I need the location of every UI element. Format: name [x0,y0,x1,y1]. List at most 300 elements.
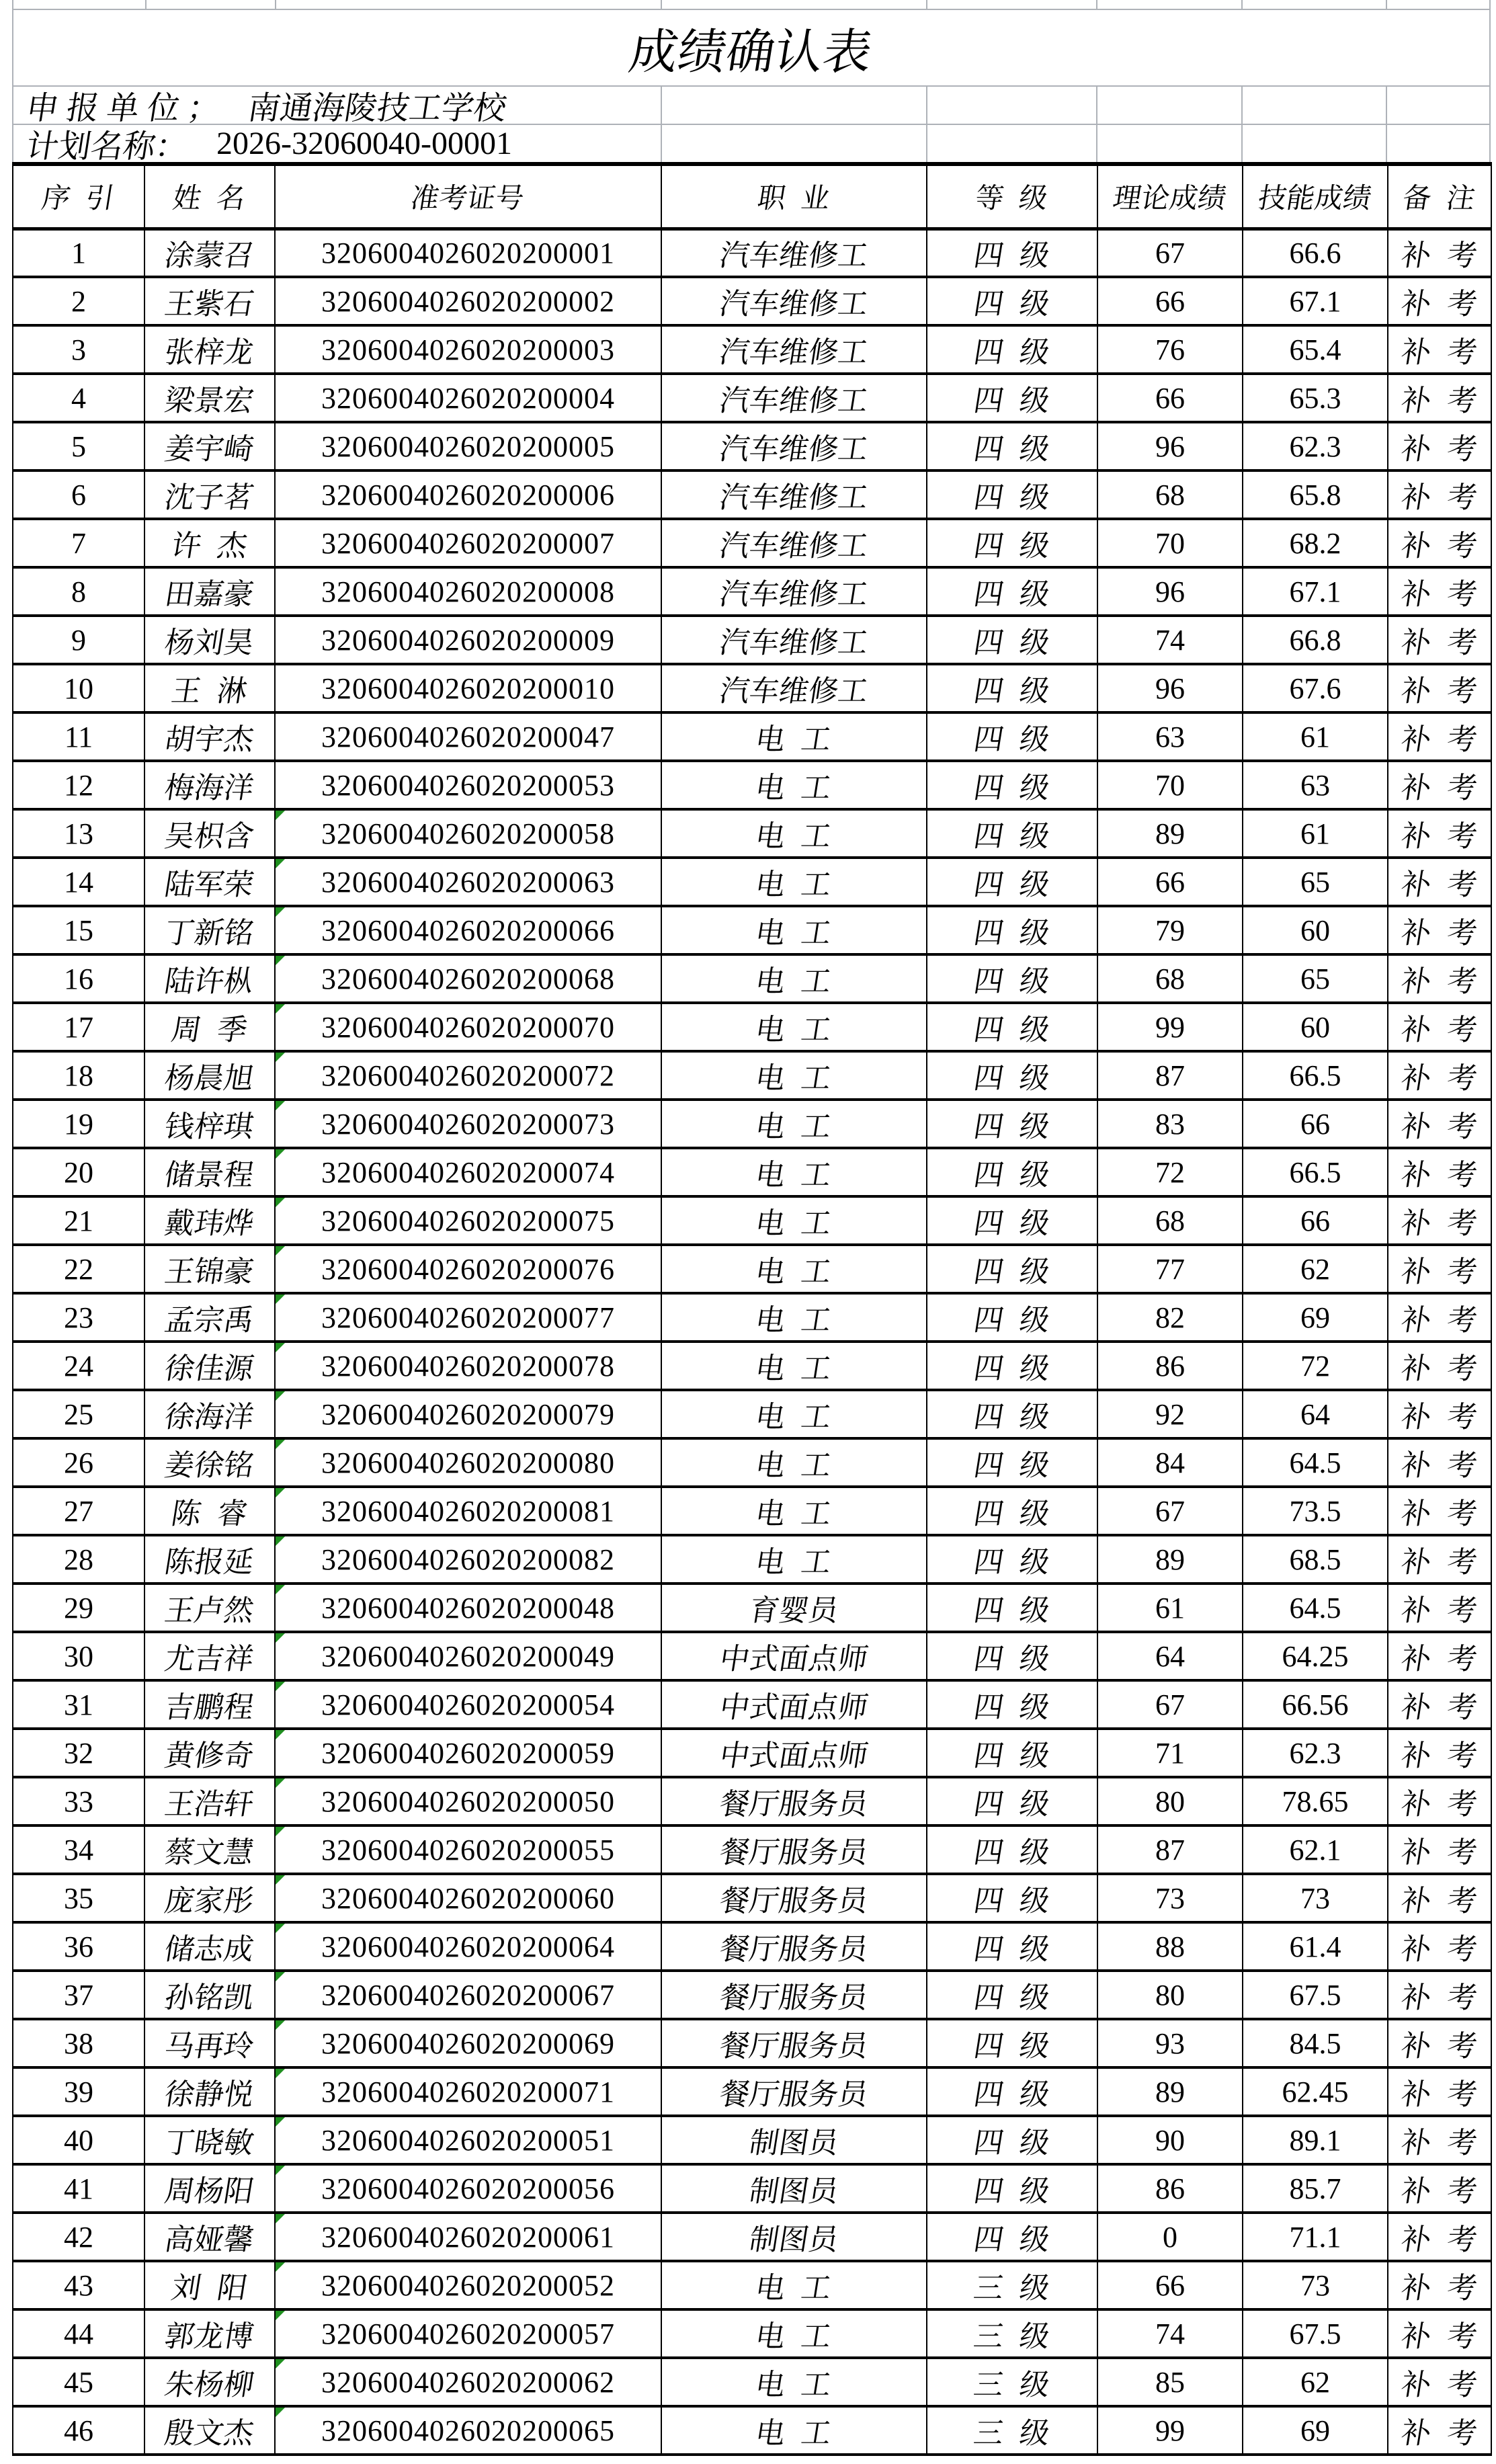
ticket-cell[interactable] [275,2358,661,2406]
level-cell[interactable] [927,1632,1097,1680]
seq-cell[interactable] [13,809,144,858]
theory-cell[interactable] [1097,325,1243,374]
remark-cell[interactable] [1388,1003,1496,1051]
ticket-cell[interactable] [275,1535,661,1584]
occ-cell[interactable] [661,1148,927,1196]
seq-cell[interactable] [13,858,144,906]
skill-cell[interactable] [1243,858,1388,906]
ticket-cell[interactable] [275,2213,661,2261]
empty-cell[interactable] [662,125,927,162]
empty-cell[interactable] [1097,87,1243,124]
name-cell[interactable] [144,374,275,422]
remark-cell[interactable] [1388,422,1496,470]
level-cell[interactable] [927,616,1097,664]
level-cell[interactable] [927,1100,1097,1148]
ticket-cell[interactable] [275,277,661,325]
seq-cell[interactable] [13,1874,144,1922]
name-cell[interactable] [144,229,275,277]
name-cell[interactable] [144,2309,275,2358]
level-cell[interactable] [927,1245,1097,1293]
plan-name-cell[interactable] [13,125,662,165]
seq-cell[interactable] [13,1342,144,1390]
seq-cell[interactable] [13,277,144,325]
level-cell[interactable] [927,567,1097,616]
occ-cell[interactable] [661,567,927,616]
name-cell[interactable] [144,1100,275,1148]
empty-cell[interactable] [927,125,1098,162]
theory-cell[interactable] [1097,2116,1243,2164]
remark-cell[interactable] [1388,2116,1496,2164]
remark-cell[interactable] [1388,1051,1496,1100]
skill-cell[interactable] [1243,2309,1388,2358]
theory-cell[interactable] [1097,809,1243,858]
level-cell[interactable] [927,2019,1097,2067]
occ-cell[interactable] [661,2309,927,2358]
empty-cell[interactable] [1387,87,1489,124]
theory-cell[interactable] [1097,906,1243,954]
name-cell[interactable] [144,1680,275,1729]
empty-cell[interactable] [1243,87,1388,124]
name-cell[interactable] [144,2213,275,2261]
ticket-cell[interactable] [275,422,661,470]
remark-cell[interactable] [1388,1245,1496,1293]
remark-cell[interactable] [1388,229,1496,277]
seq-cell[interactable] [13,712,144,761]
theory-cell[interactable] [1097,277,1243,325]
remark-cell[interactable] [1388,1100,1496,1148]
seq-cell[interactable] [13,374,144,422]
column-header-occ[interactable] [661,164,927,229]
seq-cell[interactable] [13,906,144,954]
remark-cell[interactable] [1388,1971,1496,2019]
skill-cell[interactable] [1243,1971,1388,2019]
seq-cell[interactable] [13,1293,144,1342]
theory-cell[interactable] [1097,954,1243,1003]
ticket-cell[interactable] [275,1874,661,1922]
level-cell[interactable] [927,1438,1097,1487]
occ-cell[interactable] [661,1632,927,1680]
ticket-cell[interactable] [275,567,661,616]
remark-cell[interactable] [1388,1874,1496,1922]
theory-cell[interactable] [1097,1342,1243,1390]
theory-cell[interactable] [1097,1487,1243,1535]
seq-cell[interactable] [13,1051,144,1100]
seq-cell[interactable] [13,954,144,1003]
remark-cell[interactable] [1388,1632,1496,1680]
theory-cell[interactable] [1097,1777,1243,1825]
name-cell[interactable] [144,712,275,761]
level-cell[interactable] [927,325,1097,374]
skill-cell[interactable] [1243,1051,1388,1100]
remark-cell[interactable] [1388,761,1496,809]
level-cell[interactable] [927,858,1097,906]
level-cell[interactable] [927,954,1097,1003]
level-cell[interactable] [927,1729,1097,1777]
seq-cell[interactable] [13,616,144,664]
column-header-seq[interactable] [13,164,144,229]
level-cell[interactable] [927,2309,1097,2358]
name-cell[interactable] [144,1148,275,1196]
seq-cell[interactable] [13,1825,144,1874]
ticket-cell[interactable] [275,2067,661,2116]
level-cell[interactable] [927,906,1097,954]
name-cell[interactable] [144,1874,275,1922]
remark-cell[interactable] [1388,1438,1496,1487]
seq-cell[interactable] [13,1971,144,2019]
ticket-cell[interactable] [275,1584,661,1632]
seq-cell[interactable] [13,1390,144,1438]
theory-cell[interactable] [1097,2213,1243,2261]
remark-cell[interactable] [1388,712,1496,761]
occ-cell[interactable] [661,809,927,858]
remark-cell[interactable] [1388,2019,1496,2067]
name-cell[interactable] [144,1196,275,1245]
occ-cell[interactable] [661,374,927,422]
occ-cell[interactable] [661,1342,927,1390]
theory-cell[interactable] [1097,1729,1243,1777]
name-cell[interactable] [144,664,275,712]
level-cell[interactable] [927,2261,1097,2309]
remark-cell[interactable] [1388,1825,1496,1874]
name-cell[interactable] [144,1584,275,1632]
skill-cell[interactable] [1243,374,1388,422]
skill-cell[interactable] [1243,1487,1388,1535]
remark-cell[interactable] [1388,470,1496,519]
ticket-cell[interactable] [275,858,661,906]
theory-cell[interactable] [1097,567,1243,616]
name-cell[interactable] [144,1825,275,1874]
name-cell[interactable] [144,2406,275,2455]
remark-cell[interactable] [1388,1729,1496,1777]
name-cell[interactable] [144,1003,275,1051]
skill-cell[interactable] [1243,1777,1388,1825]
theory-cell[interactable] [1097,519,1243,567]
theory-cell[interactable] [1097,1100,1243,1148]
name-cell[interactable] [144,422,275,470]
level-cell[interactable] [927,1390,1097,1438]
theory-cell[interactable] [1097,2406,1243,2455]
occ-cell[interactable] [661,1874,927,1922]
occ-cell[interactable] [661,1051,927,1100]
ticket-cell[interactable] [275,1196,661,1245]
theory-cell[interactable] [1097,1632,1243,1680]
level-cell[interactable] [927,1922,1097,1971]
ticket-cell[interactable] [275,519,661,567]
occ-cell[interactable] [661,1196,927,1245]
occ-cell[interactable] [661,858,927,906]
seq-cell[interactable] [13,2164,144,2213]
ticket-cell[interactable] [275,1293,661,1342]
seq-cell[interactable] [13,470,144,519]
ticket-cell[interactable] [275,954,661,1003]
seq-cell[interactable] [13,2067,144,2116]
skill-cell[interactable] [1243,761,1388,809]
name-cell[interactable] [144,1390,275,1438]
level-cell[interactable] [927,519,1097,567]
name-cell[interactable] [144,1971,275,2019]
sheet-title-cell[interactable] [12,10,1491,85]
remark-cell[interactable] [1388,2261,1496,2309]
occ-cell[interactable] [661,1535,927,1584]
theory-cell[interactable] [1097,2261,1243,2309]
seq-cell[interactable] [13,1777,144,1825]
name-cell[interactable] [144,470,275,519]
remark-cell[interactable] [1388,1487,1496,1535]
skill-cell[interactable] [1243,1632,1388,1680]
occ-cell[interactable] [661,616,927,664]
skill-cell[interactable] [1243,519,1388,567]
remark-cell[interactable] [1388,2067,1496,2116]
occ-cell[interactable] [661,229,927,277]
theory-cell[interactable] [1097,1196,1243,1245]
name-cell[interactable] [144,1729,275,1777]
theory-cell[interactable] [1097,712,1243,761]
level-cell[interactable] [927,1487,1097,1535]
skill-cell[interactable] [1243,809,1388,858]
seq-cell[interactable] [13,1584,144,1632]
name-cell[interactable] [144,906,275,954]
skill-cell[interactable] [1243,1825,1388,1874]
remark-cell[interactable] [1388,519,1496,567]
remark-cell[interactable] [1388,1293,1496,1342]
occ-cell[interactable] [661,1390,927,1438]
skill-cell[interactable] [1243,1680,1388,1729]
column-header-theory[interactable] [1097,164,1243,229]
seq-cell[interactable] [13,761,144,809]
skill-cell[interactable] [1243,2019,1388,2067]
seq-cell[interactable] [13,519,144,567]
occ-cell[interactable] [661,2358,927,2406]
occ-cell[interactable] [661,325,927,374]
theory-cell[interactable] [1097,1922,1243,1971]
theory-cell[interactable] [1097,1293,1243,1342]
occ-cell[interactable] [661,664,927,712]
seq-cell[interactable] [13,1003,144,1051]
ticket-cell[interactable] [275,1051,661,1100]
name-cell[interactable] [144,1342,275,1390]
level-cell[interactable] [927,1825,1097,1874]
skill-cell[interactable] [1243,2164,1388,2213]
remark-cell[interactable] [1388,1148,1496,1196]
skill-cell[interactable] [1243,229,1388,277]
ticket-cell[interactable] [275,1438,661,1487]
skill-cell[interactable] [1243,664,1388,712]
seq-cell[interactable] [13,325,144,374]
level-cell[interactable] [927,1777,1097,1825]
skill-cell[interactable] [1243,2358,1388,2406]
seq-cell[interactable] [13,1438,144,1487]
theory-cell[interactable] [1097,761,1243,809]
ticket-cell[interactable] [275,616,661,664]
occ-cell[interactable] [661,1293,927,1342]
empty-cell[interactable] [662,87,927,124]
skill-cell[interactable] [1243,1148,1388,1196]
level-cell[interactable] [927,1680,1097,1729]
ticket-cell[interactable] [275,1342,661,1390]
theory-cell[interactable] [1097,1971,1243,2019]
name-cell[interactable] [144,1051,275,1100]
name-cell[interactable] [144,567,275,616]
theory-cell[interactable] [1097,2164,1243,2213]
level-cell[interactable] [927,1584,1097,1632]
seq-cell[interactable] [13,2406,144,2455]
theory-cell[interactable] [1097,422,1243,470]
theory-cell[interactable] [1097,1390,1243,1438]
theory-cell[interactable] [1097,1874,1243,1922]
remark-cell[interactable] [1388,1390,1496,1438]
skill-cell[interactable] [1243,1342,1388,1390]
level-cell[interactable] [927,2164,1097,2213]
level-cell[interactable] [927,1971,1097,2019]
name-cell[interactable] [144,1438,275,1487]
theory-cell[interactable] [1097,2358,1243,2406]
theory-cell[interactable] [1097,1584,1243,1632]
occ-cell[interactable] [661,519,927,567]
occ-cell[interactable] [661,2019,927,2067]
level-cell[interactable] [927,712,1097,761]
occ-cell[interactable] [661,712,927,761]
seq-cell[interactable] [13,2309,144,2358]
seq-cell[interactable] [13,1100,144,1148]
ticket-cell[interactable] [275,761,661,809]
remark-cell[interactable] [1388,567,1496,616]
empty-cell[interactable] [1097,125,1243,162]
column-header-ticket[interactable] [275,164,661,229]
skill-cell[interactable] [1243,1729,1388,1777]
occ-cell[interactable] [661,2406,927,2455]
ticket-cell[interactable] [275,2116,661,2164]
declaring-unit-cell[interactable] [13,87,662,124]
remark-cell[interactable] [1388,1196,1496,1245]
level-cell[interactable] [927,664,1097,712]
seq-cell[interactable] [13,2261,144,2309]
skill-cell[interactable] [1243,1100,1388,1148]
ticket-cell[interactable] [275,2309,661,2358]
skill-cell[interactable] [1243,1438,1388,1487]
level-cell[interactable] [927,1874,1097,1922]
remark-cell[interactable] [1388,2358,1496,2406]
skill-cell[interactable] [1243,2116,1388,2164]
name-cell[interactable] [144,325,275,374]
seq-cell[interactable] [13,1729,144,1777]
name-cell[interactable] [144,519,275,567]
ticket-cell[interactable] [275,1487,661,1535]
seq-cell[interactable] [13,422,144,470]
name-cell[interactable] [144,761,275,809]
level-cell[interactable] [927,2067,1097,2116]
occ-cell[interactable] [661,1971,927,2019]
occ-cell[interactable] [661,470,927,519]
seq-cell[interactable] [13,664,144,712]
remark-cell[interactable] [1388,858,1496,906]
remark-cell[interactable] [1388,1584,1496,1632]
skill-cell[interactable] [1243,2067,1388,2116]
theory-cell[interactable] [1097,1148,1243,1196]
ticket-cell[interactable] [275,1729,661,1777]
theory-cell[interactable] [1097,1535,1243,1584]
occ-cell[interactable] [661,761,927,809]
occ-cell[interactable] [661,1003,927,1051]
theory-cell[interactable] [1097,616,1243,664]
level-cell[interactable] [927,1051,1097,1100]
empty-cell[interactable] [1387,125,1489,162]
level-cell[interactable] [927,1196,1097,1245]
skill-cell[interactable] [1243,1922,1388,1971]
occ-cell[interactable] [661,2067,927,2116]
occ-cell[interactable] [661,422,927,470]
empty-cell[interactable] [1243,125,1388,162]
remark-cell[interactable] [1388,1922,1496,1971]
name-cell[interactable] [144,1487,275,1535]
skill-cell[interactable] [1243,1196,1388,1245]
ticket-cell[interactable] [275,1777,661,1825]
remark-cell[interactable] [1388,906,1496,954]
occ-cell[interactable] [661,2261,927,2309]
column-header-level[interactable] [927,164,1097,229]
remark-cell[interactable] [1388,1535,1496,1584]
theory-cell[interactable] [1097,664,1243,712]
name-cell[interactable] [144,2019,275,2067]
name-cell[interactable] [144,616,275,664]
seq-cell[interactable] [13,1680,144,1729]
skill-cell[interactable] [1243,325,1388,374]
remark-cell[interactable] [1388,2164,1496,2213]
remark-cell[interactable] [1388,2213,1496,2261]
skill-cell[interactable] [1243,567,1388,616]
remark-cell[interactable] [1388,2406,1496,2455]
remark-cell[interactable] [1388,954,1496,1003]
occ-cell[interactable] [661,1777,927,1825]
theory-cell[interactable] [1097,470,1243,519]
name-cell[interactable] [144,954,275,1003]
ticket-cell[interactable] [275,1971,661,2019]
theory-cell[interactable] [1097,229,1243,277]
remark-cell[interactable] [1388,374,1496,422]
skill-cell[interactable] [1243,616,1388,664]
seq-cell[interactable] [13,1487,144,1535]
skill-cell[interactable] [1243,1584,1388,1632]
skill-cell[interactable] [1243,2406,1388,2455]
level-cell[interactable] [927,1293,1097,1342]
skill-cell[interactable] [1243,470,1388,519]
level-cell[interactable] [927,1535,1097,1584]
level-cell[interactable] [927,229,1097,277]
name-cell[interactable] [144,858,275,906]
name-cell[interactable] [144,1535,275,1584]
name-cell[interactable] [144,1632,275,1680]
name-cell[interactable] [144,809,275,858]
name-cell[interactable] [144,2261,275,2309]
remark-cell[interactable] [1388,1777,1496,1825]
ticket-cell[interactable] [275,664,661,712]
seq-cell[interactable] [13,2019,144,2067]
skill-cell[interactable] [1243,277,1388,325]
remark-cell[interactable] [1388,616,1496,664]
column-header-name[interactable] [144,164,275,229]
theory-cell[interactable] [1097,1245,1243,1293]
seq-cell[interactable] [13,1632,144,1680]
ticket-cell[interactable] [275,906,661,954]
ticket-cell[interactable] [275,2164,661,2213]
ticket-cell[interactable] [275,809,661,858]
ticket-cell[interactable] [275,325,661,374]
remark-cell[interactable] [1388,277,1496,325]
occ-cell[interactable] [661,2213,927,2261]
column-header-remark[interactable] [1388,164,1491,229]
level-cell[interactable] [927,761,1097,809]
name-cell[interactable] [144,2067,275,2116]
ticket-cell[interactable] [275,2406,661,2455]
